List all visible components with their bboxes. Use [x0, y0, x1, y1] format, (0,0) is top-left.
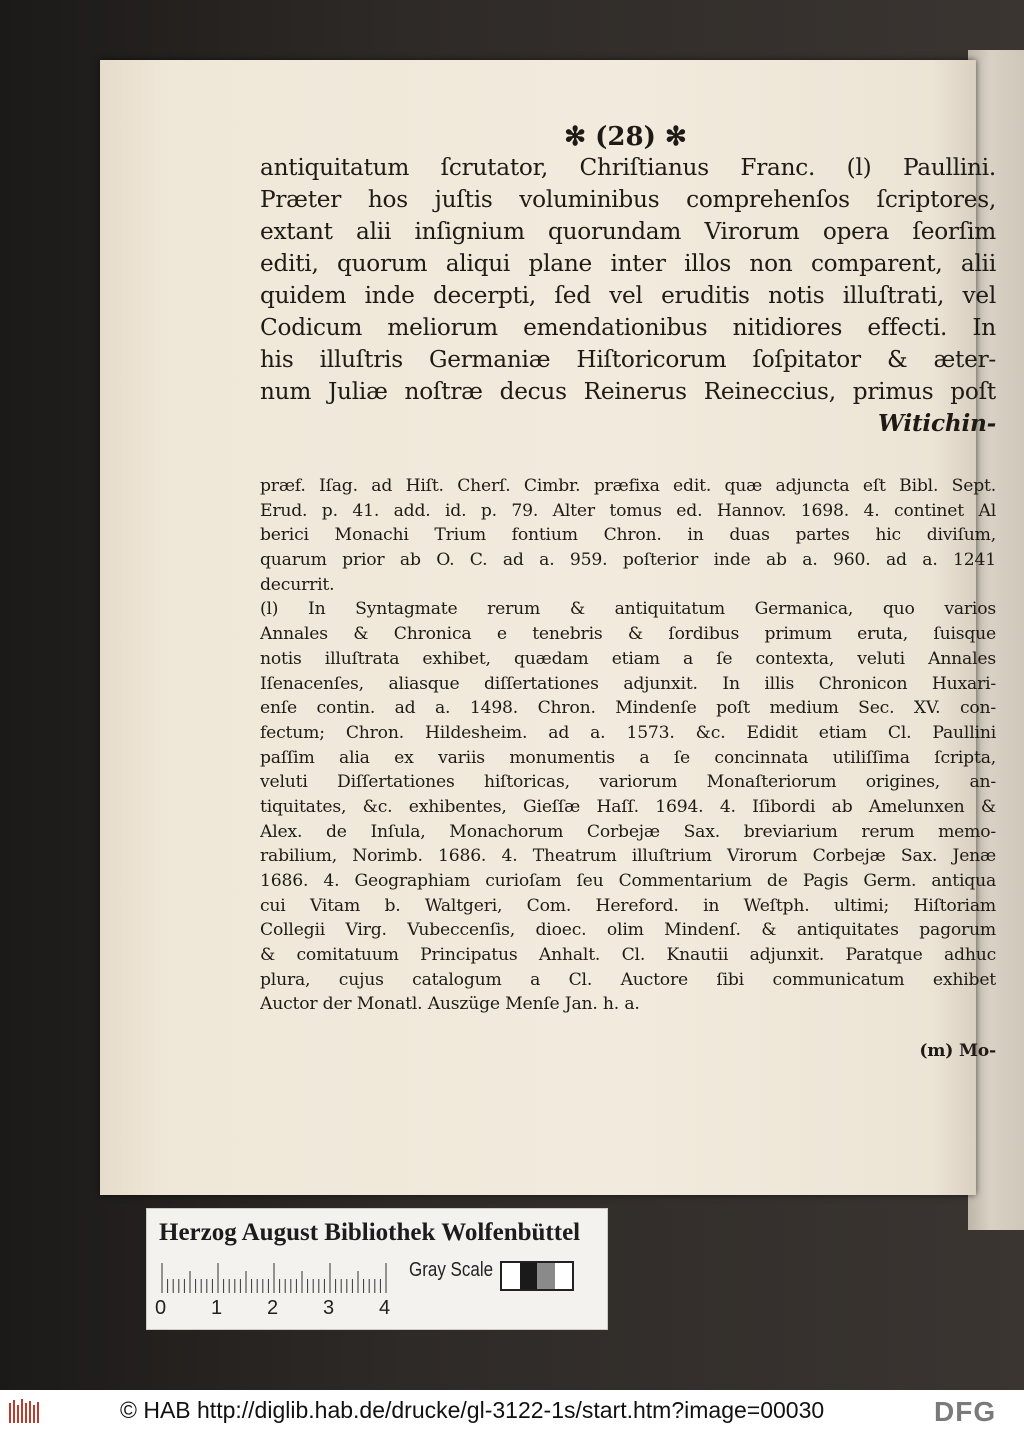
footnote-line: paſſim alia ex variis monumentis a ſe concinnata utiliſſima ſcripta,: [260, 747, 996, 768]
body-line: num Juliæ noſtræ decus Reinerus Reineccius, primus poſt: [260, 378, 996, 405]
footnote-line: notis illuſtrata exhibet, quædam etiam a ſe contexta, veluti Annales: [260, 648, 996, 669]
body-line: quidem inde decerpti, ſed vel eruditis notis illuſtrati, vel: [260, 282, 996, 309]
footnotes: [260, 474, 996, 1017]
ruler-number: 2: [267, 1297, 279, 1319]
footnote-line: præf. Iſag. ad Hiſt. Cherſ. Cimbr. præfixa edit. quæ adjuncta eſt Bibl. Sept.: [260, 476, 996, 496]
footnote-line: tiquitates, &c. exhibentes, Gieſſæ Haſſ. 1694. 4. Iſibordi ab Amelunxen &: [260, 796, 996, 817]
hab-logo-icon: [8, 1397, 40, 1425]
gray-swatch: [537, 1263, 555, 1289]
footnote-line: Auctor der Monatl. Auszüge Menſe Jan. h. a.: [260, 994, 640, 1015]
main-text: [260, 152, 996, 408]
footnote-line: & comitatuum Principatus Anhalt. Cl. Knautii adjunxit. Paratque adhuc: [260, 945, 996, 966]
gray-swatch: [502, 1263, 520, 1289]
footnote-line: Alex. de Inſula, Monachorum Corbejæ Sax. breviarium rerum memo-: [260, 821, 996, 842]
footnote-line: Erud. p. 41. add. id. p. 79. Alter tomus ed. Hannov. 1698. 4. continet Al: [260, 500, 996, 521]
ruler-number: 0: [155, 1297, 167, 1319]
footnote-line: plura, cujus catalogum a Cl. Auctore ſibi communicatum exhibet: [260, 969, 996, 990]
gray-swatch: [520, 1263, 538, 1289]
catchword-bottom: (m) Mo-: [919, 1041, 996, 1062]
page-text-block: [260, 122, 996, 1064]
page-number-header: ✻ (28) ✻: [564, 122, 687, 152]
body-line: antiquitatum ſcrutator, Chriſtianus Franc. (l) Paullini.: [260, 154, 996, 181]
footnote-line: Annales & Chronica e tenebris & ſordibus primum eruta, ſuisque: [260, 624, 996, 645]
footnote-line: berici Monachi Trium fontium Chron. in duas partes hic diviſum,: [260, 525, 996, 546]
footnote-line: fectum; Chron. Hildesheim. ad a. 1573. &c. Edidit etiam Cl. Paullini: [260, 722, 996, 743]
footnote-line: (l) In Syntagmate rerum & antiquitatum Germanica, quo varios: [260, 599, 996, 620]
copyright-url[interactable]: © HAB http://diglib.hab.de/drucke/gl-3122-1s/start.htm?image=00030: [120, 1397, 825, 1423]
catchword-top: Witichin-: [878, 410, 996, 437]
gray-swatch: [555, 1263, 573, 1289]
body-line: Codicum meliorum emendationibus nitidiores effecti. In: [260, 314, 996, 341]
footnote-line: quarum prior ab O. C. ad a. 959. poſterior inde ab a. 960. ad a. 1241: [260, 550, 996, 571]
library-title: Herzog August Bibliothek Wolfenbüttel: [159, 1219, 581, 1246]
body-line: extant alii inſignium quorundam Virorum opera ſeorſim: [260, 218, 996, 245]
body-line: editi, quorum aliqui plane inter illos non comparent, alii: [260, 250, 996, 277]
body-line: Præter hos juſtis voluminibus comprehenſos ſcriptores,: [260, 186, 996, 213]
footnote-line: decurrit.: [260, 574, 335, 595]
book-page: [100, 60, 996, 1195]
ruler-number: 3: [323, 1297, 335, 1319]
ruler-number: 4: [379, 1297, 391, 1319]
footnote-line: veluti Diſſertationes hiſtoricas, variorum Monaſteriorum origines, an-: [260, 772, 996, 793]
footnote-line: 1686. 4. Geographiam curioſam ſeu Commentarium de Pagis Germ. antiqua: [260, 871, 996, 891]
footnote-line: Collegii Virg. Vubeccenſis, dioec. olim Mindenſ. & antiquitates pagorum: [260, 920, 996, 941]
footnote-line: Iſenacenſes, aliasque diſſertationes adjunxit. In illis Chronicon Huxari-: [260, 673, 996, 694]
library-label-card: [146, 1208, 608, 1330]
body-line: his illuſtris Germaniæ Hiſtoricorum ſoſpitator & æter-: [260, 346, 996, 373]
footnote-line: rabilium, Norimb. 1686. 4. Theatrum illuſtrium Virorum Corbejæ Sax. Jenæ: [260, 846, 996, 867]
dfg-logo: DFG: [934, 1396, 997, 1427]
viewer-footer: [0, 1390, 1024, 1432]
footnote-line: cui Vitam b. Waltgeri, Com. Hereford. in Weſtph. ultimi; Hiſtoriam: [260, 895, 996, 916]
footnote-line: enſe contin. ad a. 1498. Chron. Mindenſe poſt medium Sec. XV. con-: [260, 698, 996, 719]
gray-scale-label: Gray Scale: [409, 1259, 494, 1281]
ruler-number: 1: [211, 1297, 223, 1319]
gray-scale-swatch: [500, 1261, 574, 1291]
ruler-scale: [161, 1261, 393, 1293]
